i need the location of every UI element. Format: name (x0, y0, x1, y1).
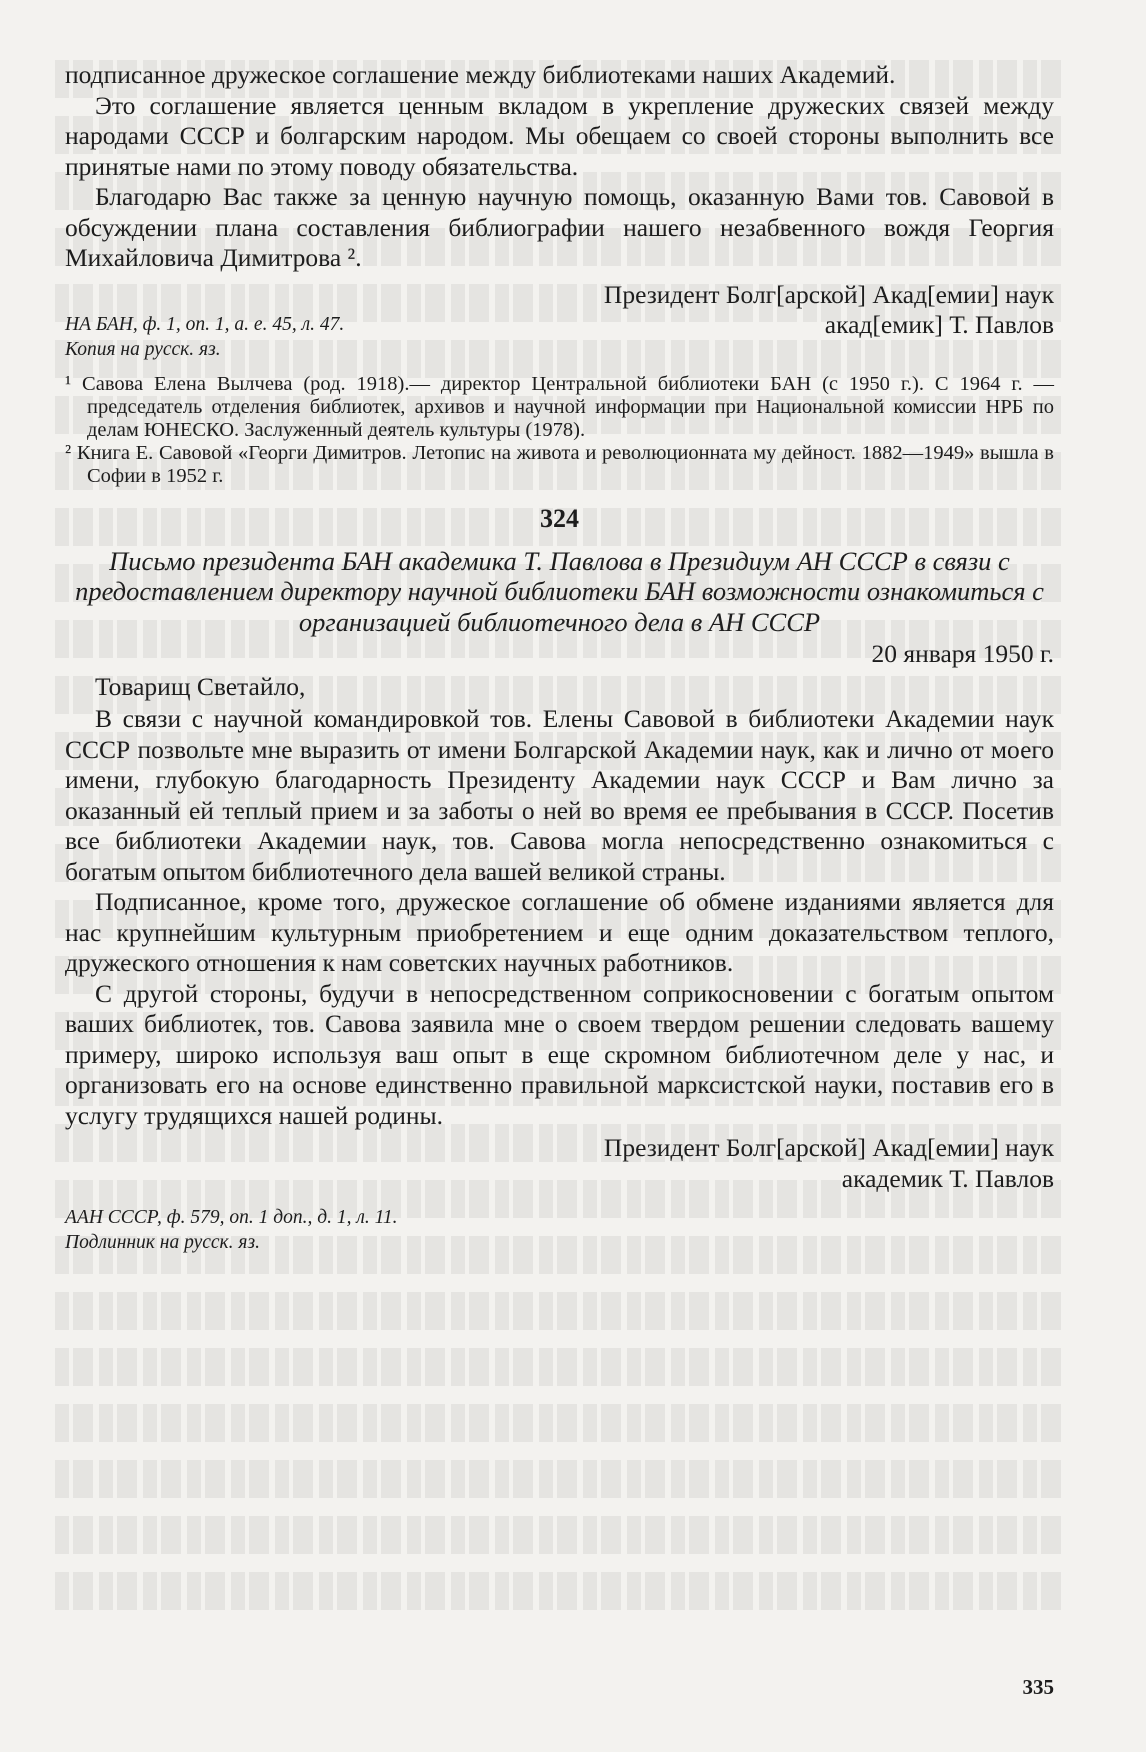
document-title: Письмо президента БАН академика Т. Павлова в Президиум АН СССР в связи с предоставлением директору научной библиотеки БАН возможности ознакомиться с организацией библиотечного дела в АН СССР (75, 545, 1044, 637)
paragraph: С другой стороны, будучи в непосредственном соприкосновении с богатым опытом ваших библиотек, тов. Савова заявила мне о своем твердом решении следовать вашему примеру, широко используя ваш опыт в еще скромном библиотечном деле у нас, и организовать его на основе единственно правильной марксистской науки, поставив его в услугу трудящихся нашей родины. (65, 978, 1054, 1130)
paragraph: В связи с научной командировкой тов. Елены Савовой в библиотеки Академии наук СССР позвольте мне выразить от имени Болгарской Академии наук, как и лично от моего имени, глубокую благодарность Президенту Академии наук СССР и Вам лично за оказанный ей теплый прием и за заботы о ней во время ее пребывания в СССР. Посетив все библиотеки Академии наук, тов. Савова могла непосредственно ознакомиться с богатым опытом библиотечного дела вашей великой страны. (65, 704, 1054, 886)
copy-note: Копия на русск. яз. (65, 338, 221, 360)
paragraph-continued: подписанное дружеское соглашение между библиотеками наших Академий. (65, 60, 896, 89)
signature-title: Президент Болг[арской] Акад[емии] наук (603, 1133, 1054, 1162)
page-number: 335 (1022, 1675, 1054, 1699)
signature-name: акад[емик] Т. Павлов (824, 310, 1054, 339)
signature-title: Президент Болг[арской] Акад[емии] наук (603, 279, 1054, 309)
footnote-2: ² Книга Е. Савовой «Георги Димитров. Летопис на живота и революционната му дейност. 1882—1949» вышла в Софии в 1952 г. (65, 441, 1054, 487)
document-number: 324 (540, 503, 579, 533)
signature-name: академик Т. Павлов (841, 1163, 1054, 1193)
paragraph: Подписанное, кроме того, дружеское соглашение об обмене изданиями является для нас крупнейшим культурным приобретением и еще одним доказательством теплого, дружеского отношения к нам советских научных работников. (65, 887, 1054, 977)
archive-citation: НА БАН, ф. 1, оп. 1, а. е. 45, л. 47. (65, 313, 345, 335)
paragraph: Это соглашение является ценным вкладом в укрепление дружеских связей между народами СССР и болгарским народом. Мы обещаем со своей стороны выполнить все принятые нами по этому поводу обязательства. (65, 90, 1054, 181)
footnote-1: ¹ Савова Елена Вылчева (род. 1918).— директор Центральной библиотеки БАН (с 1950 г.). С 1964 г. — председатель отделения библиотек, архивов и научной информации при Национальной комиссии НРБ по делам ЮНЕСКО. Заслуженный деятель культуры (1978). (65, 372, 1054, 441)
original-note: Подлинник на русск. яз. (65, 1232, 260, 1253)
salutation: Товарищ Светайло, (95, 671, 306, 701)
letter-date: 20 января 1950 г. (871, 639, 1054, 668)
paragraph: Благодарю Вас также за ценную научную помощь, оказанную Вами тов. Савовой в обсуждении плана составления библиографии нашего незабвенного вождя Георгия Михайловича Димитрова ². (65, 182, 1054, 272)
archive-citation: ААН СССР, ф. 579, оп. 1 доп., д. 1, л. 11. (65, 1207, 398, 1228)
